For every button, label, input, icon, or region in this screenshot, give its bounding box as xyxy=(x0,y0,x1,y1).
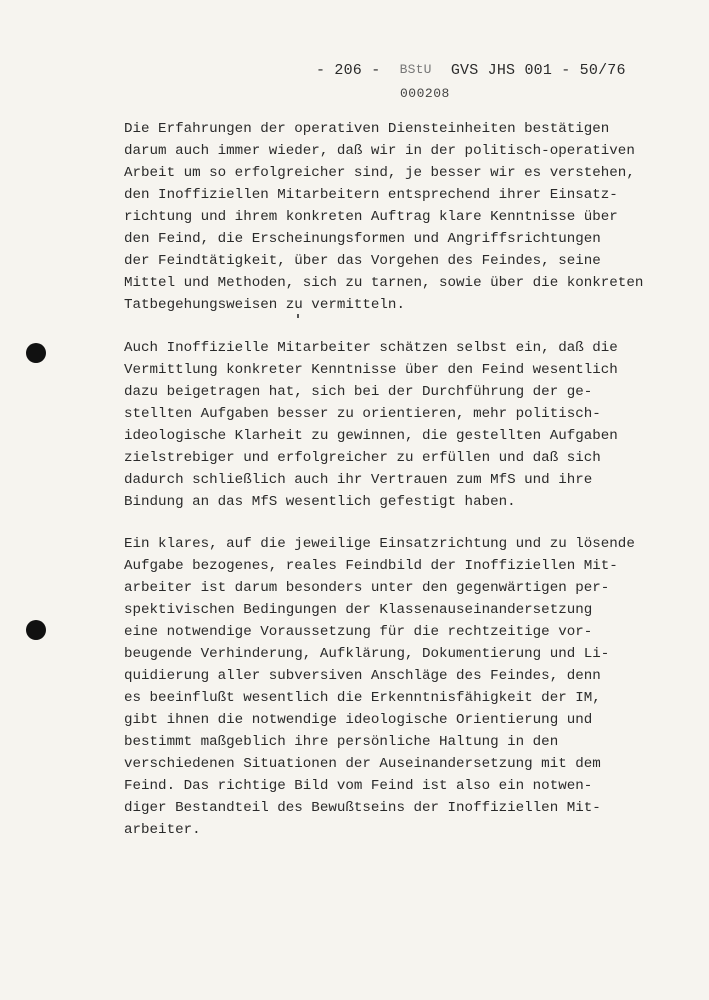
text-line: ideologische Klarheit zu gewinnen, die gestellten Aufgaben xyxy=(124,428,618,444)
text-line: Mittel und Methoden, sich zu tarnen, sowie über die konkreten xyxy=(124,275,644,291)
page-header xyxy=(316,62,636,79)
paragraph-3 xyxy=(124,533,684,841)
text-line: gibt ihnen die notwendige ideologische Orientierung und xyxy=(124,712,593,728)
text-line: verschiedenen Situationen der Auseinandersetzung mit dem xyxy=(124,756,601,772)
text-line: Arbeit um so erfolgreicher sind, je besser wir es verstehen, xyxy=(124,165,635,181)
text-line: richtung und ihrem konkreten Auftrag klare Kenntnisse über xyxy=(124,209,618,225)
text-line: spektivischen Bedingungen der Klassenauseinandersetzung xyxy=(124,602,593,618)
text-line: bestimmt maßgeblich ihre persönliche Haltung in den xyxy=(124,734,559,750)
text-line: den Inoffiziellen Mitarbeitern entsprechend ihrer Einsatz- xyxy=(124,187,618,203)
document-reference: GVS JHS 001 - 50/76 xyxy=(450,62,626,79)
text-line: arbeiter. xyxy=(124,822,201,838)
text-line: dazu beigetragen hat, sich bei der Durchführung der ge- xyxy=(124,384,593,400)
text-line: arbeiter ist darum besonders unter den gegenwärtigen per- xyxy=(124,580,610,596)
paragraph-1 xyxy=(124,118,684,316)
text-line: Aufgabe bezogenes, reales Feindbild der Inoffiziellen Mit- xyxy=(124,558,618,574)
text-line: eine notwendige Voraussetzung für die rechtzeitige vor- xyxy=(124,624,593,640)
text-line: Bindung an das MfS wesentlich gefestigt haben. xyxy=(124,494,516,510)
paragraph-2 xyxy=(124,337,684,513)
punch-hole-top xyxy=(26,343,46,363)
text-line: Tatbegehungsweisen zu vermitteln. xyxy=(124,297,405,313)
punch-hole-bottom xyxy=(26,620,46,640)
text-line: Vermittlung konkreter Kenntnisse über den Feind wesentlich xyxy=(124,362,618,378)
text-line: es beeinflußt wesentlich die Erkenntnisfähigkeit der IM, xyxy=(124,690,601,706)
text-line: zielstrebiger und erfolgreicher zu erfüllen und daß sich xyxy=(124,450,601,466)
text-line: quidierung aller subversiven Anschläge des Feindes, denn xyxy=(124,668,601,684)
text-line: den Feind, die Erscheinungsformen und Angriffsrichtungen xyxy=(124,231,601,247)
text-line: stellten Aufgaben besser zu orientieren, mehr politisch- xyxy=(124,406,601,422)
archive-page-number: 000208 xyxy=(400,86,450,101)
text-line: Die Erfahrungen der operativen Diensteinheiten bestätigen xyxy=(124,121,610,137)
text-line: darum auch immer wieder, daß wir in der politisch-operativen xyxy=(124,143,635,159)
text-line: diger Bestandteil des Bewußtseins der Inoffiziellen Mit- xyxy=(124,800,601,816)
text-line: beugende Verhinderung, Aufklärung, Dokumentierung und Li- xyxy=(124,646,610,662)
text-line: der Feindtätigkeit, über das Vorgehen des Feindes, seine xyxy=(124,253,601,269)
page-number: - 206 - xyxy=(316,62,381,79)
archive-stamp: BStU xyxy=(399,62,432,77)
text-line: Auch Inoffizielle Mitarbeiter schätzen selbst ein, daß die xyxy=(124,340,618,356)
text-line: Feind. Das richtige Bild vom Feind ist also ein notwen- xyxy=(124,778,593,794)
text-line: Ein klares, auf die jeweilige Einsatzrichtung und zu lösende xyxy=(124,536,635,552)
text-line: dadurch schließlich auch ihr Vertrauen zum MfS und ihre xyxy=(124,472,593,488)
